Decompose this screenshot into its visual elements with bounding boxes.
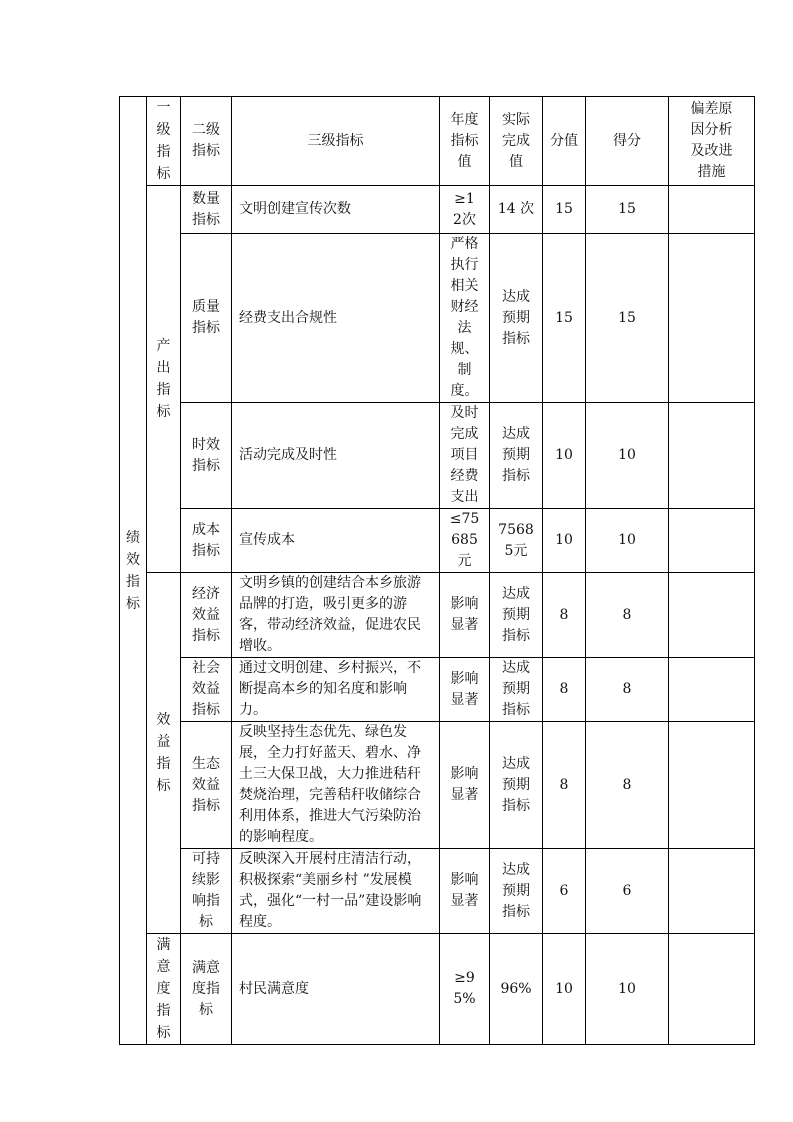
table-row: [120, 849, 755, 934]
level3-cell: 活动完成及时性: [232, 403, 440, 509]
target-cell: ≥95%: [440, 934, 490, 1045]
deviation-cell: [669, 658, 755, 722]
score-cell: 6: [543, 849, 586, 934]
actual-cell: 达成预期指标: [490, 573, 543, 658]
header-actual: 实际完成值: [490, 97, 543, 186]
level3-cell: 文明乡镇的创建结合本乡旅游品牌的打造，吸引更多的游客，带动经济效益，促进农民增收。: [232, 573, 440, 658]
target-cell: 影响显著: [440, 722, 490, 849]
level3-cell: 反映深入开展村庄清洁行动，积极探索“美丽乡村 ”发展模式，强化“一村一品”建设影响程度。: [232, 849, 440, 934]
actual-cell: 达成预期指标: [490, 849, 543, 934]
deviation-cell: [669, 849, 755, 934]
got-cell: 15: [586, 234, 669, 403]
level3-cell: 宣传成本: [232, 509, 440, 573]
actual-cell: 达成预期指标: [490, 403, 543, 509]
table-row: [120, 573, 755, 658]
score-cell: 15: [543, 186, 586, 234]
level3-cell: 经费支出合规性: [232, 234, 440, 403]
target-cell: 影响显著: [440, 849, 490, 934]
deviation-cell: [669, 403, 755, 509]
header-row: [120, 97, 755, 186]
header-level3: 三级指标: [232, 97, 440, 186]
table-row: [120, 658, 755, 722]
deviation-cell: [669, 234, 755, 403]
actual-cell: 75685元: [490, 509, 543, 573]
header-score: 分值: [543, 97, 586, 186]
score-cell: 15: [543, 234, 586, 403]
category-label: 绩效指标: [126, 529, 140, 612]
got-cell: 8: [586, 573, 669, 658]
score-cell: 10: [543, 509, 586, 573]
level2-cell: 社会效益指标: [181, 658, 232, 722]
got-cell: 10: [586, 403, 669, 509]
actual-cell: 达成预期指标: [490, 658, 543, 722]
deviation-cell: [669, 509, 755, 573]
score-cell: 8: [543, 573, 586, 658]
level2-cell: 可持续影响指标: [181, 849, 232, 934]
target-cell: ≥12次: [440, 186, 490, 234]
score-cell: 8: [543, 722, 586, 849]
group-benefit-cell: 效益指标: [147, 573, 181, 934]
deviation-cell: [669, 186, 755, 234]
got-cell: 10: [586, 934, 669, 1045]
level2-cell: 时效指标: [181, 403, 232, 509]
header-level1: 一级指标: [147, 97, 181, 186]
group-output-cell: 产出指标: [147, 186, 181, 573]
level2-cell: 经济效益指标: [181, 573, 232, 658]
header-got: 得分: [586, 97, 669, 186]
target-cell: 影响显著: [440, 658, 490, 722]
group-satisfaction-cell: 满意度指标: [147, 934, 181, 1045]
level2-cell: 成本指标: [181, 509, 232, 573]
table-row: [120, 722, 755, 849]
level2-cell: 数量指标: [181, 186, 232, 234]
actual-cell: 14 次: [490, 186, 543, 234]
table-row: [120, 234, 755, 403]
performance-table: [119, 96, 755, 1045]
level2-cell: 满意度指标: [181, 934, 232, 1045]
table-row: [120, 403, 755, 509]
table-row: [120, 509, 755, 573]
header-level2: 二级指标: [181, 97, 232, 186]
deviation-cell: [669, 573, 755, 658]
level2-cell: 生态效益指标: [181, 722, 232, 849]
level3-cell: 反映坚持生态优先、绿色发展，全力打好蓝天、碧水、净土三大保卫战，大力推进秸秆焚烧治理，完善秸秆收储综合利用体系，推进大气污染防治的影响程度。: [232, 722, 440, 849]
score-cell: 10: [543, 403, 586, 509]
header-deviation: 偏差原因分析及改进措施: [669, 97, 755, 186]
got-cell: 6: [586, 849, 669, 934]
table-row: [120, 186, 755, 234]
level2-cell: 质量指标: [181, 234, 232, 403]
got-cell: 8: [586, 722, 669, 849]
got-cell: 15: [586, 186, 669, 234]
target-cell: ≤75685元: [440, 509, 490, 573]
table-row: [120, 934, 755, 1045]
actual-cell: 达成预期指标: [490, 234, 543, 403]
actual-cell: 达成预期指标: [490, 722, 543, 849]
got-cell: 10: [586, 509, 669, 573]
level3-cell: 文明创建宣传次数: [232, 186, 440, 234]
actual-cell: 96%: [490, 934, 543, 1045]
category-cell: [120, 97, 147, 1045]
got-cell: 8: [586, 658, 669, 722]
header-target: 年度指标值: [440, 97, 490, 186]
target-cell: 影响显著: [440, 573, 490, 658]
score-cell: 8: [543, 658, 586, 722]
level3-cell: 村民满意度: [232, 934, 440, 1045]
level3-cell: 通过文明创建、乡村振兴，不断提高本乡的知名度和影响力。: [232, 658, 440, 722]
target-cell: 及时完成项目经费支出: [440, 403, 490, 509]
deviation-cell: [669, 934, 755, 1045]
score-cell: 10: [543, 934, 586, 1045]
target-cell: 严格执行相关财经法规、制度。: [440, 234, 490, 403]
deviation-cell: [669, 722, 755, 849]
